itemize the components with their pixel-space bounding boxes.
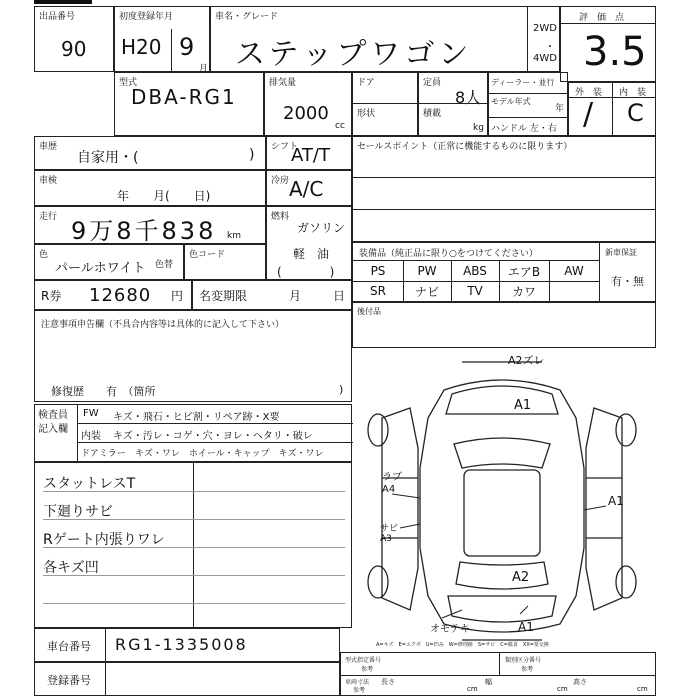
dealer-label: ディーラー・並行	[491, 78, 555, 87]
first-reg-month-unit: 月	[199, 64, 209, 74]
lot-number-box	[34, 6, 114, 72]
equip-navi: ナビ	[414, 284, 439, 299]
score-box	[560, 6, 656, 82]
checklist-row-int-items: キズ・汚レ・コゲ・穴・ヨレ・ヘタリ・破レ	[113, 431, 313, 442]
aftermarket-label: 後付品	[357, 307, 381, 316]
chassis-value: RG1-1335008	[115, 635, 248, 654]
fuel-paren: ( )	[277, 265, 335, 279]
color-change-label: 色替	[155, 260, 174, 270]
diagram-label-hood: A1	[514, 398, 532, 413]
equipment-box	[352, 242, 656, 302]
car-diagram	[352, 348, 656, 648]
reg-label: 登録番号	[47, 674, 91, 687]
sales-line-2	[353, 209, 655, 210]
displacement-label: 排気量	[269, 78, 297, 88]
equip-airbag: エアB	[507, 264, 541, 279]
class-ref: 参考	[521, 666, 534, 673]
color-value: パールホワイト	[55, 261, 146, 276]
repair-label: 修復歴 有 （箇所	[51, 385, 156, 398]
model-label: 型式	[119, 78, 138, 88]
first-reg-divider	[171, 29, 172, 73]
lot-number: 90	[61, 37, 87, 61]
checklist-row-fw-head: FW	[83, 408, 99, 419]
type-cert-ref: 参考	[361, 666, 374, 673]
first-reg-box	[114, 6, 210, 72]
checklist-row-mirror-head: ドアミラー	[81, 449, 126, 459]
first-reg-era: H20	[121, 35, 162, 59]
type-cert-label: 型式指定番号	[345, 657, 382, 664]
fuel-box	[266, 206, 352, 280]
recycle-label: R券	[41, 289, 62, 303]
drive-2wd: 2WD	[533, 23, 557, 34]
memo-note-3: Rゲート内張りワレ	[43, 532, 165, 548]
checklist-row-fw-items: キズ・飛石・ヒビ割・リペア跡・X要	[113, 412, 280, 423]
door-shape-box	[352, 72, 418, 136]
year-unit: 年	[555, 104, 565, 114]
length-label: 長さ	[381, 678, 395, 686]
model-year-label: モデル年式	[491, 97, 531, 106]
car-name-label: 車名・グレード	[215, 12, 279, 22]
history-label: 車歴	[39, 142, 58, 152]
first-reg-label: 初度登録年月	[119, 12, 174, 22]
inspector-label: 検査員記入欄	[38, 410, 68, 435]
equip-ps: PS	[370, 264, 386, 278]
int-value: C	[627, 99, 644, 127]
drive-4wd: 4WD	[533, 53, 557, 64]
color-code-label: 色コード	[189, 250, 226, 260]
shift-box	[266, 136, 352, 170]
model-box	[114, 72, 264, 136]
yen-unit: 円	[171, 289, 184, 303]
int-label: 内 装	[619, 88, 647, 98]
sales-label: セールスポイント（正常に機能するものに限ります）	[357, 142, 573, 152]
cc-unit: cc	[335, 121, 345, 131]
shift-value: AT/T	[291, 145, 330, 166]
seats-box	[418, 72, 488, 136]
ac-label: 冷房	[271, 176, 290, 186]
mileage-value: 9万8千838	[71, 217, 217, 245]
cert-rule	[341, 675, 655, 676]
diagram-label-left-side: ラブ A4	[382, 472, 402, 495]
cert-box	[340, 652, 656, 696]
lot-number-label: 出品番号	[39, 12, 76, 22]
chassis-label: 車台番号	[47, 640, 91, 653]
aftermarket-box	[352, 302, 656, 348]
kg-unit: kg	[473, 123, 484, 133]
color-label: 色	[39, 250, 49, 260]
history-value: 自家用・(	[77, 150, 139, 166]
equipment-divider	[599, 243, 600, 301]
diagram-label-rear: A2	[512, 570, 530, 585]
width-label: 幅	[485, 678, 492, 686]
expiry-day: 日	[333, 289, 346, 303]
inspect-box	[34, 170, 266, 206]
notes-box	[34, 310, 352, 402]
checklist-box	[34, 404, 352, 462]
equip-tv: TV	[467, 284, 483, 298]
size-ref: 参考	[353, 687, 366, 694]
fuel-diesel: 軽 油	[293, 247, 330, 261]
handle-label: ハンドル 左・右	[491, 124, 557, 134]
color-code-box	[184, 244, 266, 280]
checklist-rule-2	[77, 442, 353, 443]
reg-divider	[105, 663, 106, 695]
repair-close: )	[339, 383, 344, 396]
memo-box	[34, 462, 352, 628]
diagram-label-left-rust: サビ A3	[380, 524, 399, 544]
car-name-box	[210, 6, 560, 72]
mileage-box	[34, 206, 266, 244]
ext-int-box	[568, 82, 656, 136]
sales-line-1	[353, 177, 655, 178]
ext-value: /	[583, 97, 594, 132]
width-unit: cm	[557, 685, 568, 693]
fuel-gas: ガソリン	[297, 221, 346, 235]
chassis-divider	[105, 629, 106, 661]
model-value: DBA-RG1	[131, 85, 237, 109]
equip-leather: カワ	[511, 284, 536, 299]
memo-note-1: スタットレスT	[43, 476, 136, 492]
displacement-box	[264, 72, 352, 136]
memo-line-5	[43, 603, 345, 604]
notes-label: 注意事項申告欄（不具合内容等は具体的に記入して下さい）	[41, 320, 285, 330]
door-label: ドア	[357, 78, 375, 88]
ac-value: A/C	[289, 177, 324, 201]
recycle-value: 12680	[89, 285, 152, 306]
equip-aw: AW	[564, 264, 584, 278]
cert-divider	[499, 653, 500, 675]
diagram-label-right-side: A1	[608, 494, 624, 508]
history-close: )	[249, 147, 255, 163]
shift-label: シフト	[271, 142, 299, 152]
checklist-row-mirror-items: キズ・ワレ ホイール・キャップ キズ・ワレ	[135, 449, 324, 459]
header-tab	[34, 0, 92, 4]
diagram-label-front-bumper: A2ズレ	[508, 354, 545, 367]
new-reg-label: 新車保証	[605, 248, 637, 257]
inspect-label: 車検	[39, 176, 58, 186]
ext-int-divider	[612, 83, 613, 135]
class-label: 類別区分番号	[505, 657, 542, 664]
load-label: 積載	[423, 109, 442, 119]
diagram-legend: A=キズ E=エクボ U=凹み W=修理跡 S=サビ C=腐食 XX=要交換	[376, 642, 549, 648]
recycle-box	[34, 280, 192, 310]
score-label: 評 価 点	[579, 13, 625, 23]
door-shape-rule	[353, 103, 417, 104]
fuel-label: 燃料	[271, 212, 290, 222]
equip-abs: ABS	[463, 264, 487, 278]
seats-label: 定員	[423, 78, 442, 88]
dealer-rule	[489, 93, 567, 94]
chassis-box	[34, 628, 340, 662]
drive-dot: ・	[545, 42, 555, 53]
mileage-label: 走行	[39, 212, 58, 222]
color-box	[34, 244, 184, 280]
checklist-divider	[77, 405, 78, 461]
equip-sr: SR	[370, 284, 386, 298]
length-unit: cm	[467, 685, 478, 693]
equipment-label: 装備品（純正品に限り○をつけてください）	[359, 249, 538, 259]
ext-label: 外 装	[575, 88, 603, 98]
score-value: 3.5	[583, 29, 647, 75]
dealer-box	[488, 72, 568, 136]
size-label: 車両寸法	[345, 679, 370, 686]
diagram-label-rear-right: A1	[518, 620, 534, 634]
equip-pw: PW	[417, 264, 437, 278]
ac-box	[266, 170, 352, 206]
inspect-value: 年 月( 日)	[117, 189, 211, 203]
handle-rule	[489, 117, 567, 118]
drive-divider	[527, 7, 528, 71]
car-name: ステップワゴン	[235, 37, 473, 72]
seats-value: 8人	[455, 88, 482, 107]
first-reg-month: 9	[179, 33, 195, 61]
checklist-rule-1	[77, 423, 353, 424]
seats-load-rule	[419, 103, 487, 104]
sales-box	[352, 136, 656, 242]
expiry-month: 月	[289, 289, 302, 303]
reg-box	[34, 662, 340, 696]
score-label-rule	[561, 23, 655, 24]
shape-label: 形状	[357, 109, 376, 119]
diagram-label-rear-left: オモテキ	[430, 624, 470, 635]
height-label: 高さ	[573, 678, 587, 686]
history-box	[34, 136, 266, 170]
expiry-box	[192, 280, 352, 310]
expiry-label: 名変期限	[199, 289, 248, 303]
checklist-row-int-head: 内装	[81, 431, 101, 442]
memo-note-2: 下廻りサビ	[43, 504, 113, 520]
height-unit: cm	[637, 685, 648, 693]
km-unit: km	[227, 231, 241, 241]
new-reg-value: 有・無	[611, 275, 644, 288]
memo-note-4: 各キズ凹	[43, 560, 99, 576]
displacement-value: 2000	[283, 103, 329, 124]
